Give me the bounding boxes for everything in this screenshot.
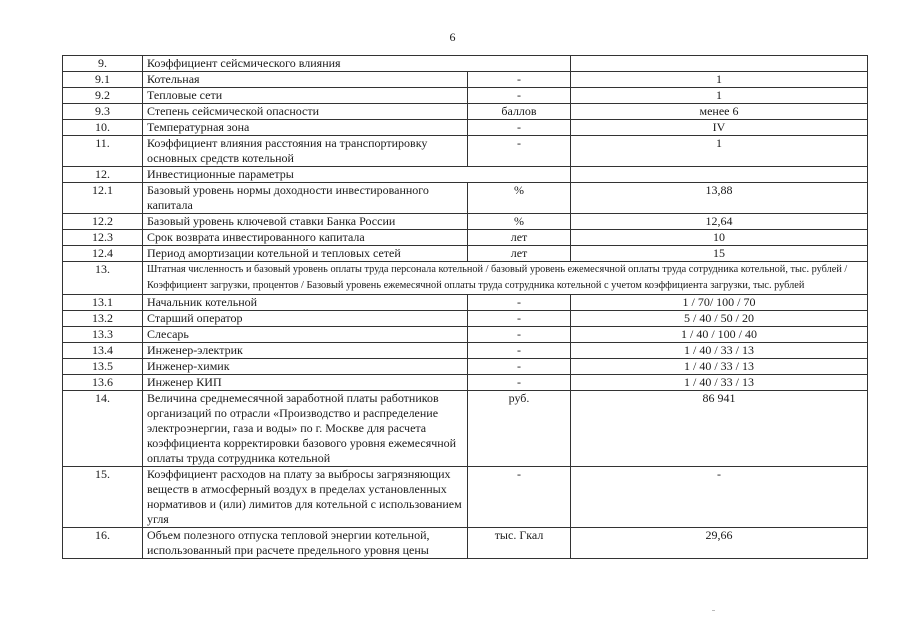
row-unit: -: [468, 359, 571, 375]
row-number: 13.4: [63, 343, 143, 359]
row-unit: лет: [468, 230, 571, 246]
table-row: [63, 391, 868, 467]
row-value: 13,88: [571, 183, 868, 214]
row-unit: -: [468, 311, 571, 327]
row-unit: руб.: [468, 391, 571, 467]
row-number: 12.: [63, 167, 143, 183]
row-unit: -: [468, 295, 571, 311]
row-value: IV: [571, 120, 868, 136]
row-label: Инженер КИП: [143, 375, 468, 391]
table-row: [63, 167, 868, 183]
row-number: 13.: [63, 262, 143, 295]
table-row: [63, 295, 868, 311]
table-row: [63, 56, 868, 72]
row-label: Коэффициент расходов на плату за выбросы загрязняющих веществ в атмосферный воздух в пределах установленных нормативов и (или) лимитов для котельной с использованием угля: [143, 467, 468, 528]
row-number: 10.: [63, 120, 143, 136]
row-label: Начальник котельной: [143, 295, 468, 311]
row-number: 9.3: [63, 104, 143, 120]
table-row: [63, 246, 868, 262]
row-number: 13.5: [63, 359, 143, 375]
row-label: Инженер-электрик: [143, 343, 468, 359]
row-unit: -: [468, 88, 571, 104]
table-row: [63, 327, 868, 343]
row-unit: -: [468, 327, 571, 343]
row-unit: -: [468, 467, 571, 528]
row-number: 13.3: [63, 327, 143, 343]
row-label: Величина среднемесячной заработной платы работников организаций по отрасли «Производство и распределение электроэнергии, газа и воды» по г. Москве для расчета коэффициента корректировки базового уровня ежемесячной оплаты труда сотрудника котельной: [143, 391, 468, 467]
row-value: 29,66: [571, 528, 868, 559]
row-label: Коэффициент сейсмического влияния: [143, 56, 571, 72]
row-number: 14.: [63, 391, 143, 467]
table-row: [63, 343, 868, 359]
table-row: [63, 311, 868, 327]
row-value: [571, 167, 868, 183]
row-value: 1 / 40 / 33 / 13: [571, 343, 868, 359]
row-label: Температурная зона: [143, 120, 468, 136]
row-number: 11.: [63, 136, 143, 167]
row-value: [571, 56, 868, 72]
row-unit: баллов: [468, 104, 571, 120]
scan-artifact: [712, 610, 715, 611]
table-row: [63, 467, 868, 528]
row-value: 10: [571, 230, 868, 246]
row-label: Срок возврата инвестированного капитала: [143, 230, 468, 246]
row-number: 16.: [63, 528, 143, 559]
row-unit: -: [468, 375, 571, 391]
row-label: Период амортизации котельной и тепловых сетей: [143, 246, 468, 262]
row-number: 12.4: [63, 246, 143, 262]
row-value: 86 941: [571, 391, 868, 467]
table-row: [63, 72, 868, 88]
row-number: 12.2: [63, 214, 143, 230]
row-number: 9.: [63, 56, 143, 72]
row-value: 5 / 40 / 50 / 20: [571, 311, 868, 327]
row-label: Коэффициент влияния расстояния на транспортировку основных средств котельной: [143, 136, 468, 167]
table-row: [63, 528, 868, 559]
table-row: [63, 136, 868, 167]
row-label: Тепловые сети: [143, 88, 468, 104]
row-value: 1 / 40 / 33 / 13: [571, 375, 868, 391]
table-row: [63, 120, 868, 136]
row-value: 12,64: [571, 214, 868, 230]
table-row: [63, 262, 868, 295]
row-number: 12.1: [63, 183, 143, 214]
table-row: [63, 88, 868, 104]
row-unit: %: [468, 214, 571, 230]
row-unit: лет: [468, 246, 571, 262]
row-unit: %: [468, 183, 571, 214]
table-row: [63, 214, 868, 230]
row-label: Степень сейсмической опасности: [143, 104, 468, 120]
row-value: -: [571, 467, 868, 528]
row-value: 15: [571, 246, 868, 262]
row-value: менее 6: [571, 104, 868, 120]
row-label: Штатная численность и базовый уровень оплаты труда персонала котельной / базовый уровень ежемесячной оплаты труда сотрудника котельной, тыс. рублей / Коэффициент загрузки, процентов / Базовый уровень ежемесячной оплаты труда сотрудника котельной с учетом коэффициента загрузки, тыс. рублей: [143, 262, 868, 295]
row-unit: -: [468, 72, 571, 88]
row-number: 12.3: [63, 230, 143, 246]
row-value: 1 / 40 / 33 / 13: [571, 359, 868, 375]
row-label: Слесарь: [143, 327, 468, 343]
parameters-table-body: [63, 56, 868, 559]
row-value: 1 / 40 / 100 / 40: [571, 327, 868, 343]
row-number: 15.: [63, 467, 143, 528]
row-unit: тыс. Гкал: [468, 528, 571, 559]
row-label: Объем полезного отпуска тепловой энергии котельной, использованный при расчете предельного уровня цены: [143, 528, 468, 559]
table-row: [63, 230, 868, 246]
table-row: [63, 183, 868, 214]
row-label: Старший оператор: [143, 311, 468, 327]
row-number: 13.1: [63, 295, 143, 311]
row-value: 1: [571, 136, 868, 167]
row-value: 1: [571, 88, 868, 104]
row-unit: -: [468, 136, 571, 167]
row-label: Базовый уровень нормы доходности инвестированного капитала: [143, 183, 468, 214]
row-value: 1: [571, 72, 868, 88]
page-number: 6: [449, 30, 456, 44]
row-label: Котельная: [143, 72, 468, 88]
row-label: Инвестиционные параметры: [143, 167, 571, 183]
row-number: 13.2: [63, 311, 143, 327]
parameters-table: [62, 55, 868, 559]
table-row: [63, 104, 868, 120]
row-value: 1 / 70/ 100 / 70: [571, 295, 868, 311]
row-number: 9.1: [63, 72, 143, 88]
row-label: Инженер-химик: [143, 359, 468, 375]
table-row: [63, 375, 868, 391]
row-number: 9.2: [63, 88, 143, 104]
table-row: [63, 359, 868, 375]
row-label: Базовый уровень ключевой ставки Банка России: [143, 214, 468, 230]
row-unit: -: [468, 120, 571, 136]
row-number: 13.6: [63, 375, 143, 391]
row-unit: -: [468, 343, 571, 359]
